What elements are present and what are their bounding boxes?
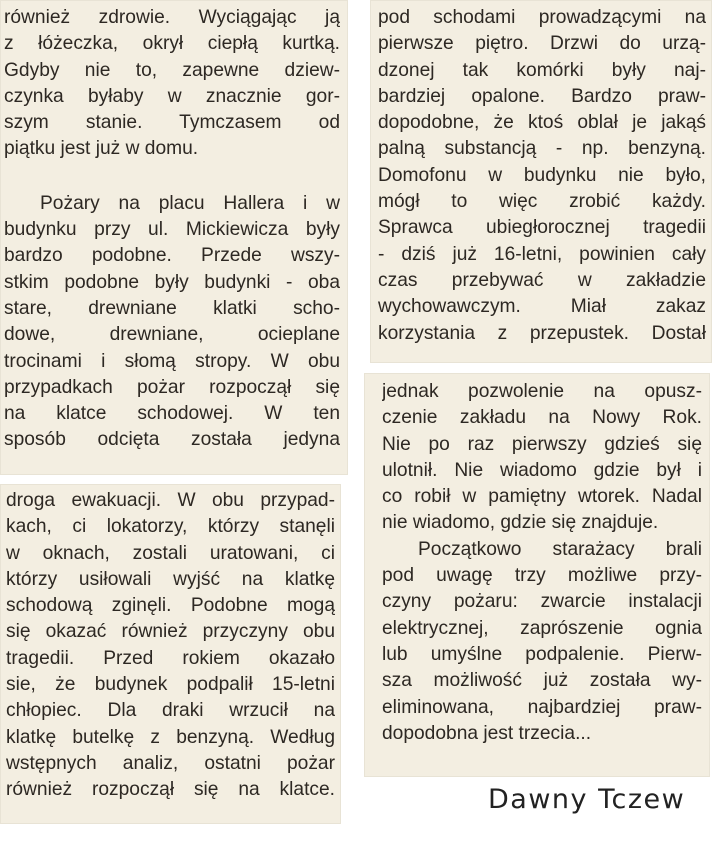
text-line: pierwsze piętro. Drzwi do urzą- — [378, 33, 706, 55]
text-line: palną substancją - np. benzyną. — [378, 138, 706, 160]
text-line: w oknach, zostali uratowani, ci — [6, 542, 335, 564]
clipping-top-left-text — [4, 5, 340, 454]
text-line: co robił w pamiętny wtorek. Nadal — [382, 486, 702, 508]
text-line: tragedii. Przed rokiem okazało — [6, 647, 335, 669]
clipping-bottom-right-text — [382, 379, 702, 747]
clipping-bottom-left-text — [6, 488, 335, 804]
text-line: budynku przy ul. Mickiewicza były — [4, 219, 340, 241]
clipping-top-left — [0, 0, 348, 475]
text-line: dowe, drewniane, ocieplane — [4, 324, 340, 346]
text-line: się okazać również przyczyny obu — [6, 621, 335, 643]
text-line: stkim podobne były budynki - oba — [4, 271, 340, 293]
text-line: wstępnych analiz, ostatni pożar — [6, 752, 335, 774]
signature-dawny-tczew: Dawny Tczew — [488, 784, 686, 815]
clipping-bottom-left — [0, 484, 341, 824]
text-line: mógł to więc zrobić każdy. — [378, 191, 706, 213]
text-line: bardziej opalone. Bardzo praw- — [378, 85, 706, 107]
text-line: Domofonu w budynku nie było, — [378, 164, 706, 186]
text-line: chłopiec. Dla draki wrzucił na — [6, 700, 335, 722]
text-line: Sprawca ubiegłorocznej tragedii — [378, 217, 706, 239]
text-line: schodową zginęli. Podobne mogą — [6, 595, 335, 617]
text-line: lub umyślne podpalenie. Pierw- — [382, 643, 702, 665]
text-line: droga ewakuacji. W obu przypad- — [6, 490, 335, 511]
text-line: z łóżeczka, okrył ciepłą kurtką. — [4, 33, 340, 55]
clipping-top-right-text — [378, 5, 706, 347]
text-line: również zdrowie. Wyciągając ją — [4, 7, 340, 28]
text-line: czynka byłaby w znacznie gor- — [4, 85, 340, 107]
text-line: szym stanie. Tymczasem od — [4, 112, 340, 134]
text-line: sie, że budynek podpalił 15-letni — [6, 674, 335, 696]
text-line: klatkę butelkę z benzyną. Według — [6, 726, 335, 748]
text-line: piątku jest już w domu. — [4, 138, 199, 160]
text-line: również rozpoczął się na klatce. — [6, 779, 335, 801]
text-line: nie wiadomo, gdzie się znajduje. — [382, 512, 659, 534]
text-line: - dziś już 16-letni, powinien cały — [378, 243, 706, 265]
text-line: Pożary na placu Hallera i w — [40, 192, 340, 214]
text-line: czyny pożaru: zwarcie instalacji — [382, 591, 702, 613]
text-line: wychowawczym. Miał zakaz — [378, 296, 706, 318]
text-line: Nie po raz pierwszy gdzieś się — [382, 433, 702, 455]
text-line: Gdyby nie to, zapewne dziew- — [4, 59, 340, 81]
text-line: ulotnił. Nie wiadomo gdzie był i — [382, 459, 702, 481]
text-line: elektrycznej, zaprószenie ognia — [382, 617, 702, 639]
text-line: dzonej tak komórki były naj- — [378, 59, 706, 81]
text-line: czas przebywać w zakładzie — [378, 269, 706, 291]
clipping-bottom-right — [364, 373, 710, 777]
text-line: kach, ci lokatorzy, którzy stanęli — [6, 516, 335, 538]
clipping-top-right — [370, 0, 712, 363]
text-line: sposób odcięta została jedyna — [4, 429, 340, 451]
text-line: trocinami i słomą stropy. W obu — [4, 350, 340, 372]
text-line: eliminowana, najbardziej praw- — [382, 696, 702, 718]
text-line: na klatce schodowej. W ten — [4, 403, 340, 425]
text-line: czenie zakładu na Nowy Rok. — [382, 407, 702, 429]
text-line: pod schodami prowadzącymi na — [378, 7, 706, 28]
text-line: sza możliwość już została wy- — [382, 670, 702, 692]
text-line: korzystania z przepustek. Dostał — [378, 322, 706, 344]
text-line: stare, drewniane klatki scho- — [4, 297, 340, 319]
text-line: pod uwagę trzy możliwe przy- — [382, 565, 702, 587]
text-line: bardzo podobne. Przede wszy- — [4, 245, 340, 267]
text-line: dopodobne, że ktoś oblał je jakąś — [378, 112, 706, 134]
text-line: którzy usiłowali wyjść na klatkę — [6, 568, 335, 590]
text-line: dopodobna jest trzecia... — [382, 722, 592, 744]
text-line: jednak pozwolenie na opusz- — [382, 381, 702, 402]
text-line: Początkowo starażacy brali — [418, 538, 702, 560]
text-line: przypadkach pożar rozpoczął się — [4, 376, 340, 398]
